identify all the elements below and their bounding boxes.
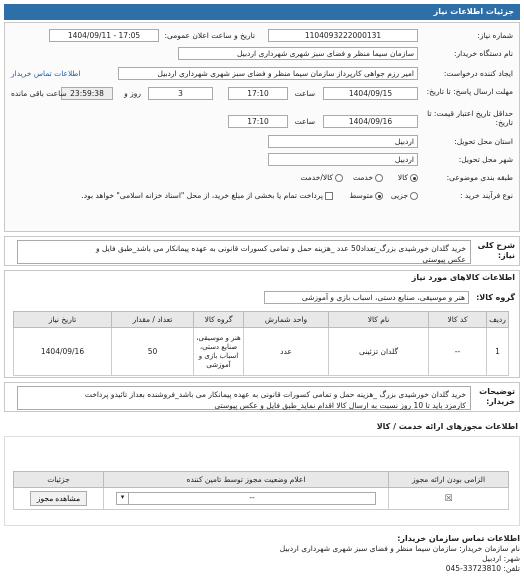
goods-group-field[interactable]: هنر و موسیقی، صنایع دستی، اسباب بازی و آموزشی bbox=[264, 291, 469, 304]
contact-title: اطلاعات تماس سازمان خریدار: bbox=[397, 534, 520, 543]
summary-line-2: عکس پیوستی bbox=[422, 255, 466, 264]
row-buyer bbox=[11, 47, 513, 61]
radio-service[interactable] bbox=[375, 174, 383, 182]
row-need-number bbox=[11, 29, 513, 43]
page-title: جزئیات اطلاعات نیاز bbox=[433, 7, 514, 16]
cell-date: 1404/09/16 bbox=[14, 328, 112, 376]
contact-phone-label: تلفن: bbox=[503, 564, 520, 573]
table-row bbox=[14, 488, 509, 510]
row-city bbox=[11, 153, 513, 167]
province-label: استان محل تحویل: bbox=[454, 137, 513, 146]
cell-row: 1 bbox=[487, 328, 509, 376]
category-option-goods[interactable]: کالا bbox=[398, 173, 418, 182]
reply-date-field[interactable]: 1404/09/15 bbox=[323, 87, 418, 100]
summary-panel bbox=[4, 236, 520, 266]
col-unit: واحد شمارش bbox=[244, 312, 329, 328]
contact-city-line bbox=[4, 554, 520, 564]
days-field[interactable]: 3 bbox=[148, 87, 213, 100]
permit-required-checkbox[interactable]: ☒ bbox=[444, 493, 453, 504]
row-creator bbox=[11, 67, 513, 81]
process-option-medium[interactable]: متوسط bbox=[349, 191, 383, 200]
table-row[interactable] bbox=[14, 328, 509, 376]
col-name: نام کالا bbox=[329, 312, 429, 328]
reply-time-field[interactable]: 17:10 bbox=[228, 87, 288, 100]
need-number-field[interactable]: 1104093222000131 bbox=[268, 29, 418, 42]
category-label: طبقه بندی موضوعی: bbox=[446, 173, 513, 182]
contact-buyer-link[interactable]: اطلاعات تماس خریدار bbox=[11, 69, 81, 78]
row-category bbox=[11, 171, 513, 185]
buyer-label: نام دستگاه خریدار: bbox=[453, 49, 513, 58]
col-code: کد کالا bbox=[429, 312, 487, 328]
buyer-notes-panel bbox=[4, 382, 520, 412]
permits-table-header bbox=[14, 472, 509, 488]
col-qty: تعداد / مقدار bbox=[112, 312, 194, 328]
process-option-minor[interactable]: جزیی bbox=[391, 191, 418, 200]
city-label: شهر محل تحویل: bbox=[458, 155, 513, 164]
radio-medium[interactable] bbox=[375, 192, 383, 200]
goods-table-header bbox=[14, 312, 509, 328]
row-province bbox=[11, 135, 513, 149]
radio-goods[interactable] bbox=[410, 174, 418, 182]
permit-required-cell bbox=[389, 488, 509, 510]
row-process bbox=[11, 189, 513, 203]
reply-deadline-label: مهلت ارسال پاسخ: تا تاریخ: bbox=[426, 87, 513, 96]
contact-org-line bbox=[4, 544, 520, 554]
contact-city-label: شهر: bbox=[503, 554, 520, 563]
validity-time-field[interactable]: 17:10 bbox=[228, 115, 288, 128]
col-group: گروه کالا bbox=[194, 312, 244, 328]
col-date: تاریخ نیاز bbox=[14, 312, 112, 328]
city-field[interactable]: اردبیل bbox=[268, 153, 418, 166]
buyer-field[interactable]: سازمان سیما منظر و فضای سبز شهری شهرداری اردبیل bbox=[178, 47, 418, 60]
col-row: ردیف bbox=[487, 312, 509, 328]
announce-label: تاریخ و ساعت اعلان عمومی: bbox=[164, 31, 255, 40]
permits-title: اطلاعات مجوزهای ارائه خدمت / کالا bbox=[376, 422, 518, 431]
goods-panel bbox=[4, 270, 520, 378]
goods-table bbox=[13, 311, 509, 376]
remaining-label: ساعت باقی مانده bbox=[11, 89, 67, 98]
permits-table bbox=[13, 471, 509, 510]
creator-label: ایجاد کننده درخواست: bbox=[443, 69, 513, 78]
buyer-contact-section bbox=[4, 534, 520, 574]
goods-group-label: گروه کالا: bbox=[476, 293, 515, 302]
summary-label: شرح کلی نیاز: bbox=[477, 241, 515, 260]
summary-text bbox=[17, 240, 471, 264]
validity-label: حداقل تاریخ اعتبار قیمت: تا تاریخ: bbox=[427, 109, 513, 127]
permit-status-select[interactable]: -- ▾ bbox=[116, 492, 376, 505]
cell-code: -- bbox=[429, 328, 487, 376]
row-reply-deadline bbox=[11, 87, 513, 101]
radio-goods-service[interactable] bbox=[335, 174, 343, 182]
cell-group: هنر و موسیقی، صنایع دستی، اسباب بازی و آموزشی bbox=[194, 328, 244, 376]
col-permit-status: اعلام وضعیت مجوز توسط تامین کننده bbox=[104, 472, 389, 488]
contact-phone-line bbox=[4, 564, 520, 574]
announce-field[interactable]: 1404/09/11 - 17:05 bbox=[49, 29, 159, 42]
contact-org-value: سازمان سیما منظر و فضای سبز شهری شهرداری اردبیل bbox=[279, 544, 457, 553]
permits-panel bbox=[4, 436, 520, 526]
radio-minor[interactable] bbox=[410, 192, 418, 200]
buyer-notes-line-1: خرید گلدان خورشیدی بزرگ _هزینه حمل و تمامی کسورات قانونی به عهده پیمانکار می باشد_فروشنده بعداز تائیدو پرداخت bbox=[84, 390, 466, 399]
view-permit-button[interactable]: مشاهده مجوز bbox=[30, 491, 87, 506]
category-option-goods-service[interactable]: کالا/خدمت bbox=[300, 173, 343, 182]
contact-city-value: اردبیل bbox=[482, 554, 502, 563]
summary-line-1: خرید گلدان خورشیدی بزرگ_تعداد50 عدد _هزینه حمل و تمامی کسورات قانونی به عهده پیمانکار می باشد_طبق فایل و bbox=[96, 244, 466, 253]
days-label: روز و bbox=[124, 89, 141, 98]
category-option-service[interactable]: خدمت bbox=[353, 173, 383, 182]
col-permit-details: جزئیات bbox=[14, 472, 104, 488]
goods-section-title: اطلاعات کالاهای مورد نیاز bbox=[411, 273, 515, 282]
need-info-panel bbox=[4, 22, 520, 232]
buyer-notes-line-2: کارمزد باید تا 10 روز نسبت به ارسال کالا اقدام نماید_طبق فایل و عکس پیوستی bbox=[214, 401, 466, 410]
treasury-checkbox[interactable] bbox=[325, 192, 333, 200]
buyer-notes-label: توضیحات خریدار: bbox=[479, 387, 515, 406]
contact-org-label: نام سازمان خریدار: bbox=[459, 544, 520, 553]
validity-date-field[interactable]: 1404/09/16 bbox=[323, 115, 418, 128]
cell-unit: عدد bbox=[244, 328, 329, 376]
validity-time-label: ساعت bbox=[294, 117, 315, 126]
remaining-time-field: 23:59:38 bbox=[61, 87, 113, 100]
buyer-notes-text bbox=[17, 386, 471, 410]
contact-phone-value: 33723810-045 bbox=[445, 564, 501, 573]
province-field[interactable]: اردبیل bbox=[268, 135, 418, 148]
cell-name: گلدان تزئینی bbox=[329, 328, 429, 376]
col-permit-required: الزامی بودن ارائه مجوز bbox=[389, 472, 509, 488]
page-header bbox=[4, 4, 520, 20]
need-number-label: شماره نیاز: bbox=[477, 31, 513, 40]
creator-field[interactable]: امیر رزم جواهی کارپرداز سازمان سیما منظر و فضای سبز شهری شهرداری اردبیل bbox=[118, 67, 418, 80]
permit-details-cell bbox=[14, 488, 104, 510]
row-validity bbox=[11, 109, 513, 131]
reply-time-label: ساعت bbox=[294, 89, 315, 98]
chevron-down-icon: ▾ bbox=[117, 493, 129, 504]
process-label: نوع فرآیند خرید : bbox=[459, 191, 513, 200]
treasury-payment-option[interactable]: پرداخت تمام یا بخشی از مبلغ خرید، از محل "اسناد خزانه اسلامی" خواهد بود. bbox=[81, 191, 333, 200]
cell-qty: 50 bbox=[112, 328, 194, 376]
permit-status-cell bbox=[104, 488, 389, 510]
